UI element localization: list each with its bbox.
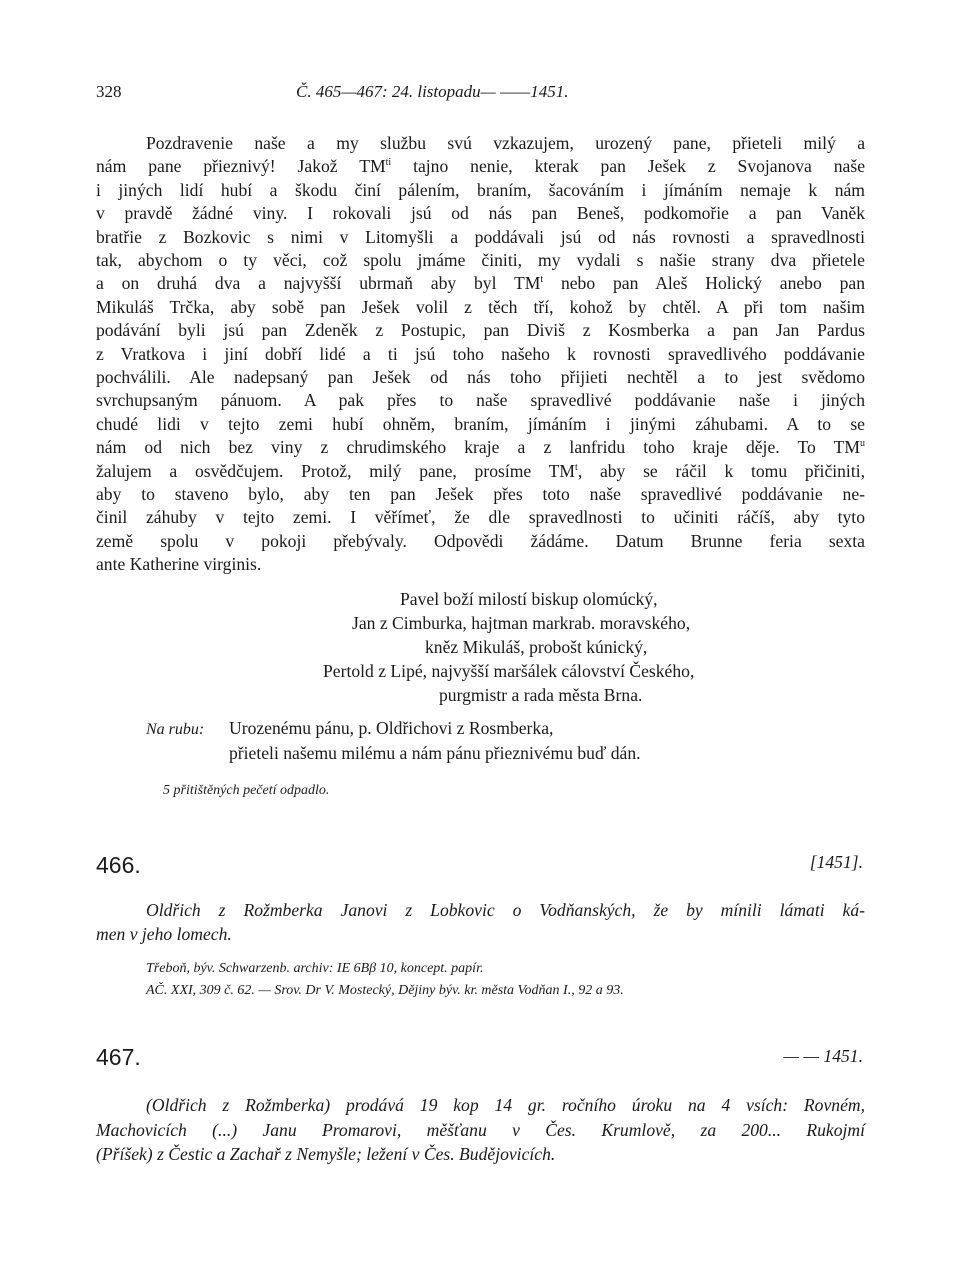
letter-line: žalujem a osvědčujem. Protož, milý pane, prosíme $TM^t$, aby se ráčil k tomu přičiniti,: [96, 460, 865, 481]
document-number-467: 467.: [96, 1044, 141, 1070]
letter-line: podávání byli jsú pan Zdeněk z Postupic, pan Diviš z Kosmberka a pan Jan Pardus: [96, 320, 865, 341]
letter-line: tak, abychom o ty věci, což spolu jmáme činiti, my vydali s našie strany dva přietele: [96, 250, 865, 270]
letter-line: chudé lidi v tejto zemi hubí ohněm, braním, jímáním i jinými záhubami. A to se: [96, 413, 865, 434]
address-line: Urozenému pánu, p. Oldřichovi z Rosmberka,: [229, 718, 554, 738]
source-line: AČ. XXI, 309 č. 62. — Srov. Dr V. Mostecký, Dějiny býv. kr. města Vodňan I., 92 a 93.: [146, 983, 624, 998]
address-label: Na rubu:: [146, 721, 205, 738]
document-number-466: 466.: [96, 852, 141, 878]
document-date-467: — — 1451.: [783, 1046, 863, 1066]
letter-line: a on druhá dva a najvyšší ubrmaň aby byl $TM^t$ nebo pan Aleš Holický anebo pan: [96, 273, 865, 294]
letter-line: činil záhuby v tejto zemi. I věřímeť, že dle spravedlnosti to učiniti ráčíš, aby tyto: [96, 507, 865, 528]
signatory-line: purgmistr a rada města Brna.: [439, 685, 643, 705]
summary-line: (Oldřich z Rožmberka) prodává 19 kop 14 gr. ročního úroku na 4 vsích: Rovném,: [146, 1095, 865, 1115]
summary-line: Machovicích (...) Janu Promarovi, měšťanu v Čes. Krumlově, za 200... Rukojmí: [96, 1119, 865, 1140]
letter-line: bratřie z Bozkovic s nimi v Litomyšli a poddávali jsú od nás rovnosti a spravedlnosti: [96, 226, 865, 247]
summary-line: (Příšek) z Čestic a Zachař z Nemyšle; ležení v Čes. Budějovicích.: [96, 1144, 556, 1164]
letter-line: svrchupsaným pánuom. A pak přes to naše spravedlivé poddávanie naše i jiných: [96, 390, 865, 411]
letter-line: ante Katherine virginis.: [96, 554, 262, 575]
seal-note: 5 přitištěných pečetí odpadlo.: [163, 783, 330, 798]
page-number: 328: [96, 82, 122, 101]
signatory-line: Pavel boží milostí biskup olomúcký,: [400, 589, 658, 609]
letter-line: nám pane přieznivý! Jakož $TM^{ti}$ tajno nenie, kterak pan Ješek z Svojanova naše: [96, 156, 865, 177]
address-line: přieteli našemu milému a nám pánu přieznivému buď dán.: [229, 743, 641, 763]
running-header: Č. 465—467: 24. listopadu— ——1451.: [296, 82, 569, 101]
signatory-line: kněz Mikuláš, probošt kúnický,: [425, 637, 648, 657]
letter-line: pochválili. Ale nadepsaný pan Ješek od nás toho přijieti nechtěl a to jest svědomo: [96, 367, 865, 387]
summary-line: Oldřich z Rožmberka Janovi z Lobkovic o Vodňanských, že by mínili lámati ká-: [146, 900, 865, 920]
signatory-line: Jan z Cimburka, hajtman markrab. moravského,: [352, 613, 691, 633]
letter-line: země spolu v pokoji přebývaly. Odpovědi žádáme. Datum Brunne feria sexta: [96, 530, 865, 551]
letter-line: v pravdě žádné viny. I rokovali jsú od nás pan Beneš, podkomořie a pan Vaněk: [96, 203, 865, 224]
letter-line: i jiných lidí hubí a škodu činí pálením, braním, šacováním i jímáním nemaje k nám: [96, 179, 865, 200]
letter-line: nám od nich bez viny z chrudimského kraje a z lanfridu toho kraje děje. To $TM^u$: [96, 437, 865, 458]
letter-line: Pozdravenie naše a my službu svú vzkazujem, urozený pane, přieteli milý a: [146, 133, 865, 153]
summary-line: men v jeho lomech.: [96, 924, 232, 944]
source-line: Třeboň, býv. Schwarzenb. archiv: IE 6Bβ 10, koncept. papír.: [146, 961, 484, 976]
signatory-line: Pertold z Lipé, najvyšší maršálek cálovství Českého,: [323, 661, 695, 681]
letter-line: z Vratkova i jiní dobří lidé a ti jsú toho našeho k rovnosti spravedlivého poddávanie: [96, 343, 865, 364]
letter-line: Mikuláš Trčka, aby sobě pan Ješek volil z těch tří, kohož by chtěl. A při tom našim: [96, 296, 865, 317]
letter-line: aby to staveno bylo, aby ten pan Ješek přes toto naše spravedlivé poddávanie ne-: [96, 484, 865, 504]
document-date-466: [1451].: [809, 852, 863, 872]
